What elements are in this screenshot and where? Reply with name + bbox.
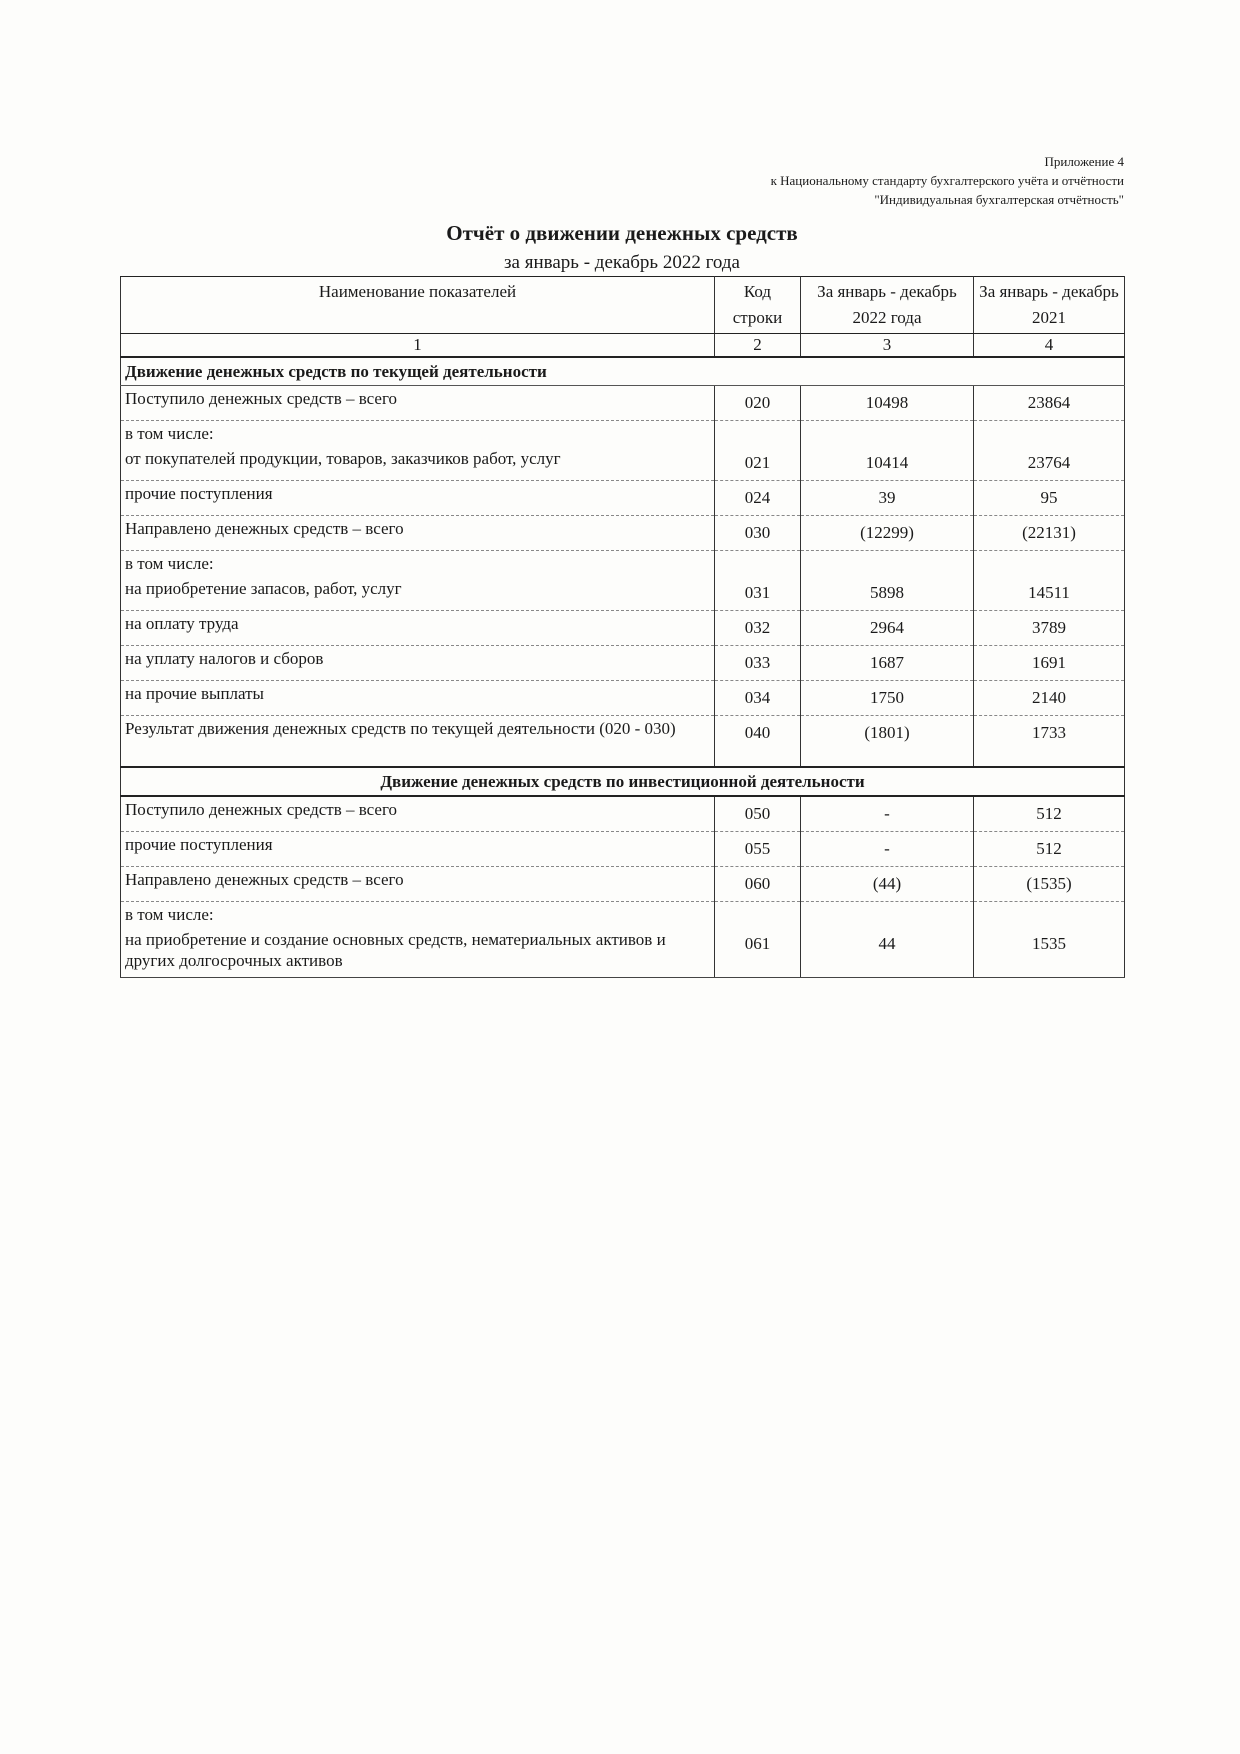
row-code: 034 <box>715 681 801 716</box>
row-previous: (22131) <box>974 516 1125 551</box>
row-current: 1750 <box>801 681 974 716</box>
column-number-1: 1 <box>121 334 715 358</box>
row-name: Направлено денежных средств – всего <box>121 516 715 551</box>
row-previous: 1733 <box>974 716 1125 768</box>
row-previous: 95 <box>974 481 1125 516</box>
report-period: за январь - декабрь 2022 года <box>504 252 740 273</box>
row-current: (1801) <box>801 716 974 768</box>
table-row <box>121 867 1125 902</box>
row-name: на оплату труда <box>121 611 715 646</box>
row-current: - <box>801 796 974 832</box>
row-current: 10498 <box>801 386 974 421</box>
row-code: 032 <box>715 611 801 646</box>
row-code: 055 <box>715 832 801 867</box>
table-header-row <box>121 277 1125 334</box>
row-current: 5898 <box>801 576 974 611</box>
row-previous: 3789 <box>974 611 1125 646</box>
row-name: на приобретение запасов, работ, услуг <box>121 576 715 611</box>
row-code: 033 <box>715 646 801 681</box>
row-name: в том числе: <box>121 551 715 577</box>
row-current: 39 <box>801 481 974 516</box>
section-investing <box>121 767 1125 796</box>
table-row <box>121 927 1125 978</box>
row-name: на прочие выплаты <box>121 681 715 716</box>
header-current: За январь - декабрь 2022 года <box>801 277 974 334</box>
appendix-line-3: "Индивидуальная бухгалтерская отчётность" <box>874 192 1124 207</box>
row-name: в том числе: <box>121 421 715 447</box>
column-number-2: 2 <box>715 334 801 358</box>
table-row <box>121 516 1125 551</box>
row-name: прочие поступления <box>121 481 715 516</box>
row-name: на уплату налогов и сборов <box>121 646 715 681</box>
row-previous: (1535) <box>974 867 1125 902</box>
row-previous: 512 <box>974 796 1125 832</box>
row-code: 060 <box>715 867 801 902</box>
row-previous: 512 <box>974 832 1125 867</box>
appendix-note <box>771 152 1124 209</box>
table-row <box>121 446 1125 481</box>
appendix-line-2: к Национальному стандарту бухгалтерского учёта и отчётности <box>770 173 1124 188</box>
row-previous: 1535 <box>974 927 1125 978</box>
row-code: 040 <box>715 716 801 768</box>
row-code: 061 <box>715 927 801 978</box>
row-previous: 14511 <box>974 576 1125 611</box>
row-code: 021 <box>715 446 801 481</box>
row-current: 2964 <box>801 611 974 646</box>
row-code: 020 <box>715 386 801 421</box>
header-code: Код строки <box>715 277 801 334</box>
row-name: в том числе: <box>121 902 715 928</box>
table-row <box>121 646 1125 681</box>
table-row <box>121 611 1125 646</box>
table-row <box>121 796 1125 832</box>
row-code: 024 <box>715 481 801 516</box>
table-row <box>121 902 1125 928</box>
table-row <box>121 681 1125 716</box>
row-code: 050 <box>715 796 801 832</box>
row-current: 1687 <box>801 646 974 681</box>
table-row <box>121 551 1125 577</box>
row-current: 44 <box>801 927 974 978</box>
column-number-3: 3 <box>801 334 974 358</box>
appendix-line-1: Приложение 4 <box>1044 154 1124 169</box>
row-current: 10414 <box>801 446 974 481</box>
section-operating <box>121 357 1125 386</box>
row-name: от покупателей продукции, товаров, заказчиков работ, услуг <box>121 446 715 481</box>
row-current: - <box>801 832 974 867</box>
table-row <box>121 421 1125 447</box>
header-name: Наименование показателей <box>121 277 715 334</box>
row-name: Направлено денежных средств – всего <box>121 867 715 902</box>
section-investing-title: Движение денежных средств по инвестиционной деятельности <box>121 767 1125 796</box>
row-name: прочие поступления <box>121 832 715 867</box>
report-title: Отчёт о движении денежных средств <box>446 221 798 245</box>
row-code: 031 <box>715 576 801 611</box>
row-name: Поступило денежных средств – всего <box>121 386 715 421</box>
row-name: Результат движения денежных средств по текущей деятельности (020 - 030) <box>121 716 715 768</box>
column-numbers-row <box>121 334 1125 358</box>
row-name: на приобретение и создание основных средств, нематериальных активов и других долгосрочных активов <box>121 927 715 978</box>
column-number-4: 4 <box>974 334 1125 358</box>
cash-flow-table <box>120 276 1125 978</box>
row-previous: 23864 <box>974 386 1125 421</box>
table-row <box>121 716 1125 768</box>
row-code: 030 <box>715 516 801 551</box>
row-previous: 23764 <box>974 446 1125 481</box>
row-previous: 2140 <box>974 681 1125 716</box>
table-row <box>121 481 1125 516</box>
section-operating-title: Движение денежных средств по текущей деятельности <box>121 357 1125 386</box>
table-row <box>121 386 1125 421</box>
row-name: Поступило денежных средств – всего <box>121 796 715 832</box>
header-previous: За январь - декабрь 2021 <box>974 277 1125 334</box>
row-current: (44) <box>801 867 974 902</box>
row-current: (12299) <box>801 516 974 551</box>
row-previous: 1691 <box>974 646 1125 681</box>
table-row <box>121 832 1125 867</box>
table-row <box>121 576 1125 611</box>
